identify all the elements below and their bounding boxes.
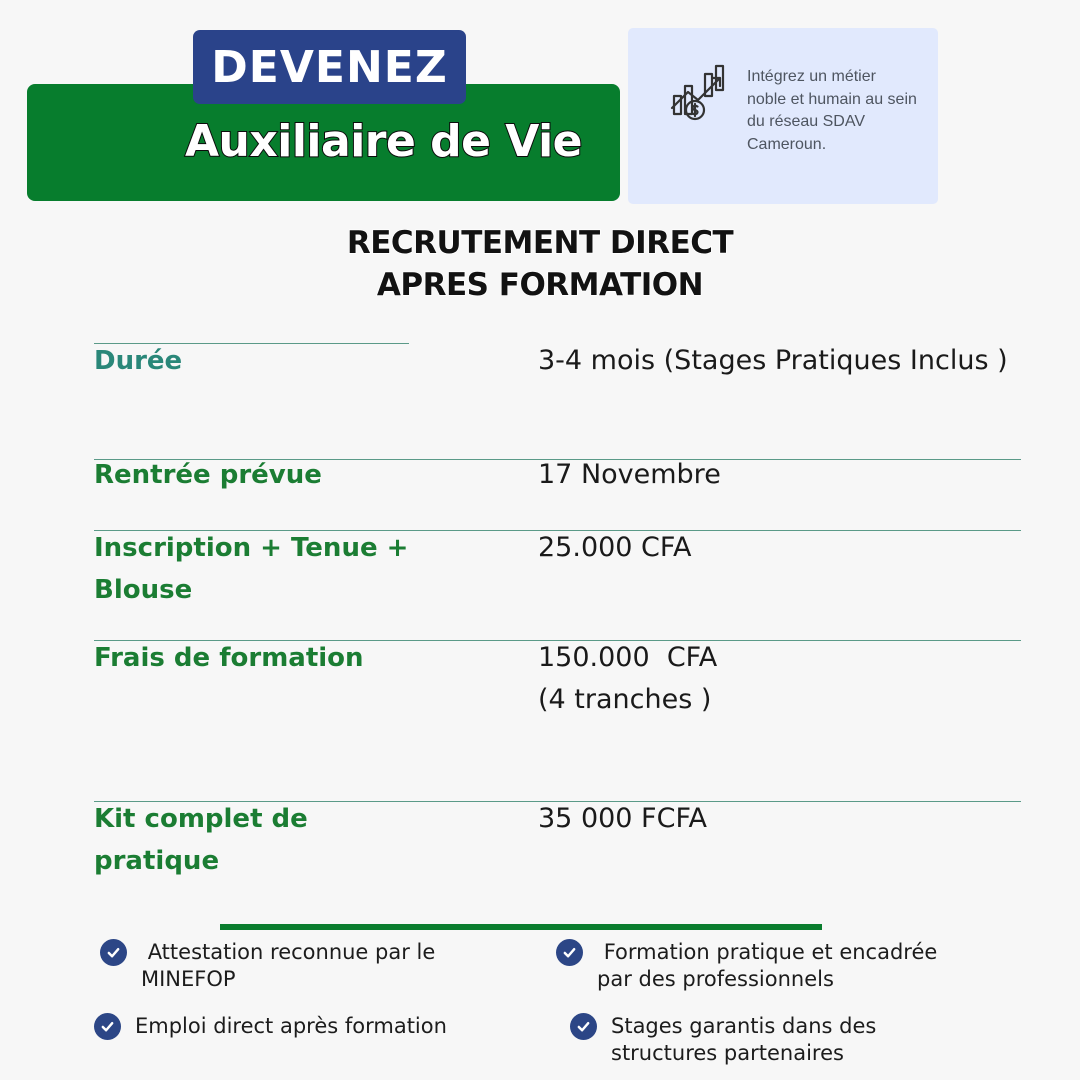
detail-label-inscription: Inscription + Tenue + Blouse xyxy=(94,533,409,605)
info-card xyxy=(628,28,938,204)
detail-value-kit: 35 000 FCFA xyxy=(538,803,707,834)
check-circle-icon xyxy=(556,939,583,966)
detail-label-rentree: Rentrée prévue xyxy=(94,460,322,490)
section-divider xyxy=(220,924,822,930)
detail-value-inscription: 25.000 CFA xyxy=(538,532,692,563)
check-circle-icon xyxy=(570,1013,597,1040)
check-circle-icon xyxy=(100,939,127,966)
kicker-text: DEVENEZ xyxy=(211,41,448,93)
benefit-item xyxy=(94,1013,447,1040)
benefit-item xyxy=(570,1013,876,1067)
benefit-item xyxy=(100,939,435,993)
benefit-text: Attestation reconnue par le MINEFOP xyxy=(141,940,436,991)
headline-line-1: RECRUTEMENT DIRECT xyxy=(346,225,734,261)
benefit-item xyxy=(556,939,937,993)
benefit-text: Emploi direct après formation xyxy=(135,1014,447,1038)
headline-line-2: APRES FORMATION xyxy=(376,267,704,303)
detail-label-kit: Kit complet de pratique xyxy=(94,804,308,876)
detail-label-frais: Frais de formation xyxy=(94,643,364,673)
chart-money-icon xyxy=(668,62,732,126)
detail-value-rentree: 17 Novembre xyxy=(538,459,721,490)
kicker-badge xyxy=(193,30,466,104)
headline xyxy=(0,222,1080,306)
benefit-text: Formation pratique et encadrée par des professionnels xyxy=(597,940,938,991)
detail-value-duree: 3-4 mois (Stages Pratiques Inclus ) xyxy=(538,345,1008,376)
check-circle-icon xyxy=(94,1013,121,1040)
benefit-text: Stages garantis dans des structures partenaires xyxy=(611,1014,877,1065)
detail-value-frais: 150.000 CFA (4 tranches ) xyxy=(538,642,718,715)
info-text: Intégrez un métier noble et humain au sein du réseau SDAV Cameroun. xyxy=(747,68,917,153)
detail-label-duree: Durée xyxy=(94,346,183,376)
banner-title: Auxiliaire de Vie xyxy=(185,116,582,167)
